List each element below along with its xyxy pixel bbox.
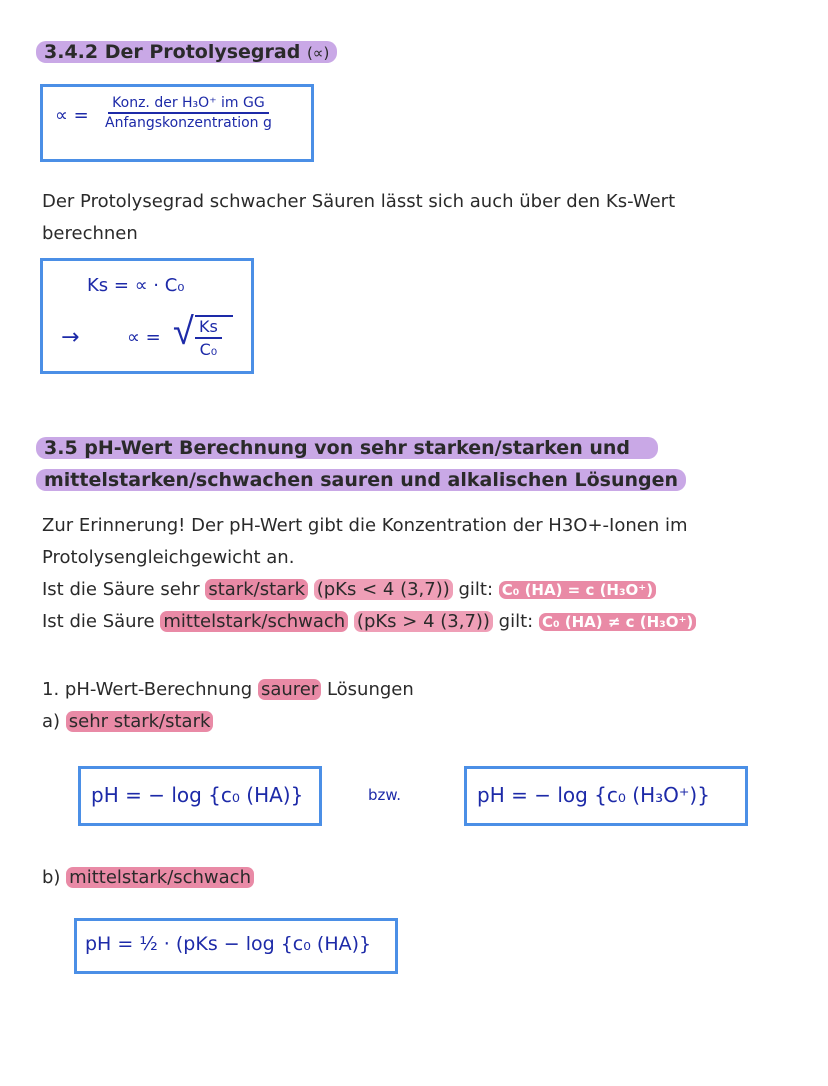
- sqrt-fraction: [195, 317, 222, 359]
- formula-a1: pH = − log {c₀ (HA)}: [91, 783, 304, 807]
- a-highlight: sehr stark/stark: [66, 711, 214, 732]
- alpha-lhs: ∝ =: [55, 105, 89, 126]
- reminder-block: [42, 510, 802, 638]
- formula-a2: pH = − log {c₀ (H₃O⁺)}: [477, 783, 710, 807]
- weak-gilt: gilt:: [492, 611, 539, 632]
- weak-prefix: Ist die Säure: [42, 611, 161, 632]
- reminder-line2: Protolysengleichgewicht an.: [42, 547, 295, 568]
- sub1-highlight: saurer: [258, 679, 321, 700]
- heading-342-text: 3.4.2 Der Protolysegrad: [44, 41, 301, 63]
- alpha-lhs-2: ∝ =: [127, 327, 161, 348]
- alpha-definition-box: [40, 84, 314, 162]
- alpha-numerator: Konz. der H₃O⁺ im GG: [108, 95, 269, 114]
- sqrt-numerator: Ks: [195, 317, 222, 339]
- sqrt-denominator: C₀: [199, 340, 218, 359]
- b-label: b): [42, 867, 67, 888]
- ph-formula-box-a2: [464, 766, 748, 826]
- subsection-b-label: [42, 862, 254, 894]
- section-heading-35: [36, 432, 686, 496]
- sub1-suffix: Lösungen: [321, 679, 414, 700]
- weak-formula: C₀ (HA) ≠ c (H₃O⁺): [539, 613, 696, 631]
- alpha-denominator: Anfangskonzentration g: [105, 115, 272, 131]
- subsection-a-label: [42, 706, 414, 738]
- strong-formula: C₀ (HA) = c (H₃O⁺): [499, 581, 656, 599]
- a-label: a): [42, 711, 66, 732]
- strong-highlight: stark/stark: [205, 579, 308, 600]
- strong-acid-line: [42, 574, 802, 606]
- weak-condition: (pKs > 4 (3,7)): [354, 611, 493, 632]
- ph-formula-box-b: [74, 918, 398, 974]
- paragraph-text: Der Protolysegrad schwacher Säuren lässt sich auch über den Ks-Wert berechnen: [42, 191, 676, 244]
- strong-gilt: gilt:: [452, 579, 499, 600]
- b-highlight: mittelstark/schwach: [66, 867, 254, 888]
- sub1-prefix: 1. pH-Wert-Berechnung: [42, 679, 258, 700]
- weak-acid-line: [42, 606, 802, 638]
- sqrt-symbol: √: [173, 309, 194, 353]
- arrow-icon: →: [61, 325, 80, 350]
- formula-b: pH = ½ · (pKs − log {c₀ (HA)}: [85, 933, 372, 955]
- ks-line: Ks = ∝ · C₀: [87, 275, 185, 296]
- heading-35-line1: 3.5 pH-Wert Berechnung von sehr starken/starken und: [36, 437, 658, 459]
- heading-342-symbol: (∝): [306, 44, 330, 62]
- heading-35-line2: mittelstarken/schwachen sauren und alkalischen Lösungen: [36, 469, 686, 491]
- protolysegrad-paragraph: [42, 186, 772, 250]
- reminder-line1: Zur Erinnerung! Der pH-Wert gibt die Konzentration der H3O+-Ionen im: [42, 515, 688, 536]
- weak-highlight: mittelstark/schwach: [160, 611, 348, 632]
- ks-formula-box: [40, 258, 254, 374]
- ph-formula-box-a1: [78, 766, 322, 826]
- bzw-label: bzw.: [368, 786, 402, 804]
- strong-prefix: Ist die Säure sehr: [42, 579, 206, 600]
- subsection-1: [42, 674, 414, 738]
- section-heading-342: [36, 36, 337, 69]
- subsection-1-title: [42, 674, 414, 706]
- alpha-fraction: [101, 95, 276, 131]
- strong-condition: (pKs < 4 (3,7)): [314, 579, 453, 600]
